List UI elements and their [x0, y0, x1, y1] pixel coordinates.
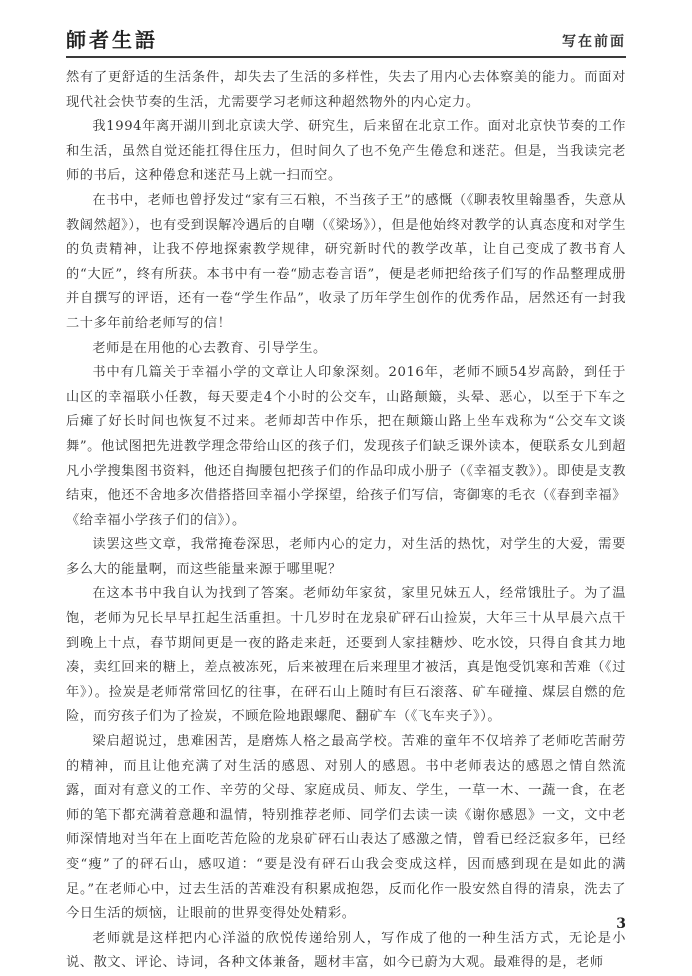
page-number: 3 [616, 916, 626, 932]
section-title: 写在前面 [562, 34, 626, 50]
paragraph: 然有了更舒适的生活条件，却失去了生活的多样性，失去了用内心去体察美的能力。而面对现代社会快节奏的生活，尤需要学习老师这种超然物外的内心定力。 [66, 70, 626, 110]
paragraph: 老师就是这样把内心洋溢的欣悦传递给别人，写作成了他的一种生活方式，无论是小说、散文、评论、诗词，各种文体兼备，题材丰富，如今已蔚为大观。最难得的是，老师 [66, 930, 626, 971]
paragraph: 在书中，老师也曾抒发过“家有三石粮，不当孩子王”的感慨（《聊表牧里翰墨香，失意从教阔然超》），也有受到误解冷遇后的自嘲（《梁场》），但是他始终对教学的认真态度和对学生的负责精神，让我不停地探索教学规律，研究新时代的教学改革，让自己变成了教书育人的“大匠”，终有所获。本书中有一卷“励志卷言语”，便是老师把给孩子们写的作品整理成册并自撰写的评语，还有一卷“学生作品”，收录了历年学生创作的优秀作品，居然还有一封我二十多年前给老师写的信！ [66, 192, 626, 331]
paragraph: 书中有几篇关于幸福小学的文章让人印象深刻。2016年，老师不顾54岁高龄，到任于山区的幸福联小任教，每天要走4个小时的公交车，山路颠簸，头晕、恶心，以至于下车之后瘫了好长时间也恢复不过来。老师却苦中作乐，把在颠簸山路上坐车戏称为“公交车文谈舞”。他试图把先进教学理念带给山区的孩子们，发现孩子们缺乏课外读本，便联系女儿到超凡小学搜集图书资料，他还自掏腰包把孩子们的作品印成小册子（《幸福支教》）。即使是支教结束，他还不舍地多次借搭搭回幸福小学探望，给孩子们写信，寄御寒的毛衣（《春到幸福》《给幸福小学孩子们的信》）。 [66, 365, 626, 528]
paragraph: 在这本书中我自认为找到了答案。老师幼年家贫，家里兄妹五人，经常饿肚子。为了温饱，老师为兄长早早扛起生活重担。十几岁时在龙泉矿砰石山捡炭，大年三十从早晨六点干到晚上十点，春节期间更是一夜的路走来赶，还要到人家挂糖炒、吃水饺，只得自食其力地凑，卖红回来的糖上，差点被冻死，后来被理在后来理里才被活，真是饱受饥寒和苦难（《过年》）。捡炭是老师常常回忆的往事，在砰石山上随时有巨石滚落、矿车碰撞、煤层自燃的危险，而穷孩子们为了捡炭，不顾危险地跟螺爬、翻矿车（《飞车夹子》）。 [66, 586, 626, 725]
paragraph: 梁启超说过，患难困苦，是磨炼人格之最高学校。苦难的童年不仅培养了老师吃苦耐劳的精神，而且让他充满了对生活的感恩、对别人的感恩。书中老师表达的感恩之情自然流露，面对有意义的工作、辛劳的父母、家庭成员、师友、学生，一草一木、一蔬一食，在老师的笔下都充满着意趣和温情，特别推荐老师、同学们去读一读《谢你感恩》一文，文中老师深情地对当年在上面吃苦危险的龙泉矿砰石山表达了感激之情，曾看已经泛寂多年，已经变“瘦”了的砰石山，感叹道：“要是没有砰石山我会变成这样，因而感到现在是如此的满足。”在老师心中，过去生活的苦难没有积累成抱怨，反而化作一股安然自得的清泉，洗去了今日生活的烦恼，让眼前的世界变得处处精彩。 [66, 734, 626, 922]
page-header [66, 22, 626, 58]
book-title: 師者生語 [66, 28, 158, 52]
paragraph: 老师是在用他的心去教育、引导学生。 [92, 340, 327, 356]
paragraph: 读罢这些文章，我常掩卷深思，老师内心的定力，对生活的热忱，对学生的大爱，需要多么大的能量啊，而这些能量来源于哪里呢？ [66, 537, 626, 577]
paragraph: 我1994年离开湖川到北京读大学、研究生，后来留在北京工作。面对北京快节奏的工作和生活，虽然自觉还能扛得住压力，但时间久了也不免产生倦怠和迷茫。但是，当我读完老师的书后，这种倦怠和迷茫马上就一扫而空。 [66, 119, 626, 184]
body-text [66, 66, 626, 976]
